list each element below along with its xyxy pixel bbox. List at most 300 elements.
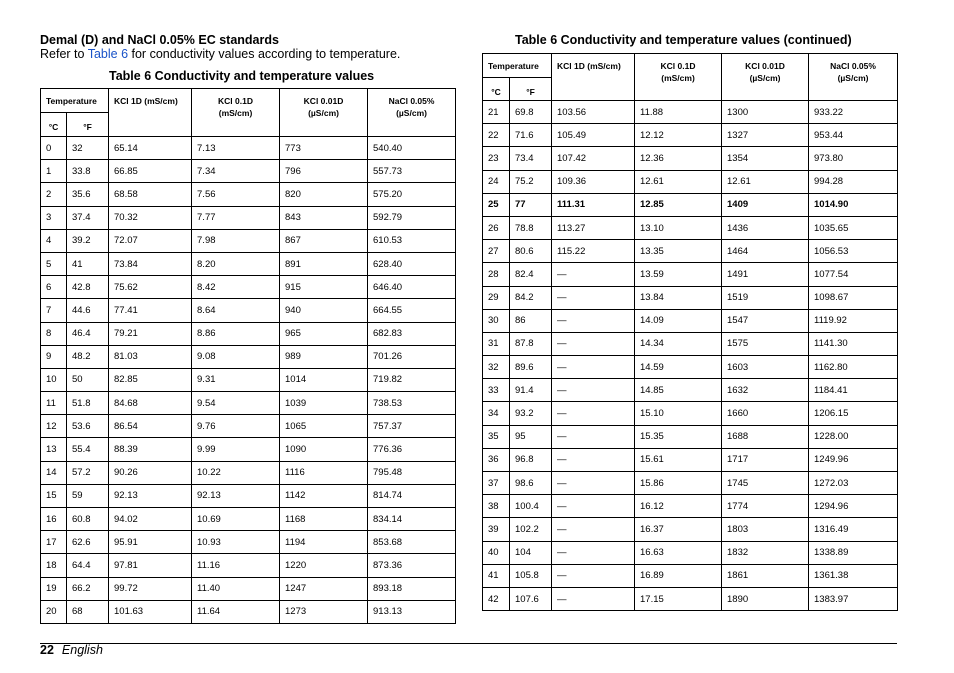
right-table-caption: Table 6 Conductivity and temperature values (continued): [515, 33, 852, 47]
table-cell: 17: [41, 531, 67, 554]
table-cell: 12.61: [722, 170, 809, 193]
table-cell: 73.84: [109, 252, 192, 275]
table-cell: 77: [510, 193, 552, 216]
table-cell: 102.2: [510, 518, 552, 541]
table-cell: 69.8: [510, 101, 552, 124]
table-cell: —: [552, 425, 635, 448]
table-cell: 75.62: [109, 276, 192, 299]
table-cell: 68.58: [109, 183, 192, 206]
table-cell: 1014: [280, 368, 368, 391]
table-cell: 1: [41, 160, 67, 183]
col-celsius: °C: [41, 113, 67, 137]
table-cell: 33: [483, 379, 510, 402]
table-cell: 39: [483, 518, 510, 541]
table-cell: 15.61: [635, 448, 722, 471]
table-row: [41, 508, 456, 531]
table-cell: 29: [483, 286, 510, 309]
table-cell: 42.8: [67, 276, 109, 299]
table-cell: 7.34: [192, 160, 280, 183]
table-cell: 1603: [722, 356, 809, 379]
table-cell: 8.64: [192, 299, 280, 322]
table-cell: 1194: [280, 531, 368, 554]
table-cell: 7.77: [192, 206, 280, 229]
col-kcl-001d-unit: (µS/cm): [749, 73, 781, 83]
table-cell: 12.12: [635, 124, 722, 147]
table-cell: 1688: [722, 425, 809, 448]
table-cell: 57.2: [67, 461, 109, 484]
table-cell: 0: [41, 137, 67, 160]
table-cell: 88.39: [109, 438, 192, 461]
table-row: [483, 379, 898, 402]
table-cell: 701.26: [368, 345, 456, 368]
table-cell: 37: [483, 472, 510, 495]
table-row: [483, 425, 898, 448]
col-nacl: [368, 89, 456, 137]
table-cell: 84.68: [109, 392, 192, 415]
table-cell: 646.40: [368, 276, 456, 299]
table-cell: 66.85: [109, 160, 192, 183]
table-cell: 14.09: [635, 309, 722, 332]
table-cell: 95.91: [109, 531, 192, 554]
table-cell: 94.02: [109, 508, 192, 531]
table-cell: 86: [510, 309, 552, 332]
col-fahrenheit: °F: [67, 113, 109, 137]
table-cell: 79.21: [109, 322, 192, 345]
table-cell: 1338.89: [809, 541, 898, 564]
table-cell: 873.36: [368, 554, 456, 577]
table-row: [41, 276, 456, 299]
table-cell: 42: [483, 587, 510, 610]
table-cell: 11: [41, 392, 67, 415]
table-cell: 44.6: [67, 299, 109, 322]
col-kcl-001d-name: KCl 0.01D: [303, 96, 344, 106]
table-cell: 30: [483, 309, 510, 332]
table-row: [41, 415, 456, 438]
table-cell: 60.8: [67, 508, 109, 531]
table-cell: 1575: [722, 332, 809, 355]
table-cell: 23: [483, 147, 510, 170]
table-cell: 933.22: [809, 101, 898, 124]
table-cell: 50: [67, 368, 109, 391]
table-cell: 41: [67, 252, 109, 275]
table-cell: 814.74: [368, 484, 456, 507]
table-row: [41, 484, 456, 507]
table-row: [483, 170, 898, 193]
table-cell: 1206.15: [809, 402, 898, 425]
table-cell: 540.40: [368, 137, 456, 160]
table-cell: 853.68: [368, 531, 456, 554]
table-cell: 575.20: [368, 183, 456, 206]
table-cell: 1162.80: [809, 356, 898, 379]
table-cell: 557.73: [368, 160, 456, 183]
table-cell: 13.35: [635, 240, 722, 263]
table-cell: —: [552, 564, 635, 587]
col-celsius: °C: [483, 78, 510, 101]
table-cell: 16.37: [635, 518, 722, 541]
table-cell: 843: [280, 206, 368, 229]
table-cell: 834.14: [368, 508, 456, 531]
table-cell: 1354: [722, 147, 809, 170]
table-cell: 77.41: [109, 299, 192, 322]
table-cell: 664.55: [368, 299, 456, 322]
table-cell: 13.10: [635, 216, 722, 239]
table-row: [41, 322, 456, 345]
table-cell: 1098.67: [809, 286, 898, 309]
col-kcl-01d: [635, 54, 722, 101]
table-row: [41, 368, 456, 391]
table-cell: 1383.97: [809, 587, 898, 610]
table-row: [483, 193, 898, 216]
table-cell: 7: [41, 299, 67, 322]
table-cell: 109.36: [552, 170, 635, 193]
table-cell: 71.6: [510, 124, 552, 147]
table-row: [41, 160, 456, 183]
table-cell: 14.34: [635, 332, 722, 355]
table-cell: 9: [41, 345, 67, 368]
table-row: [483, 564, 898, 587]
table-cell: 37.4: [67, 206, 109, 229]
table-cell: 86.54: [109, 415, 192, 438]
table-cell: 1014.90: [809, 193, 898, 216]
table-cell: 11.16: [192, 554, 280, 577]
table-cell: 55.4: [67, 438, 109, 461]
table-cell: 3: [41, 206, 67, 229]
left-table-caption: Table 6 Conductivity and temperature values: [109, 69, 375, 83]
table-cell: 48.2: [67, 345, 109, 368]
table-row: [41, 229, 456, 252]
table-cell: —: [552, 402, 635, 425]
table-row: [483, 147, 898, 170]
table-cell: 115.22: [552, 240, 635, 263]
table-row: [41, 137, 456, 160]
table-cell: 104: [510, 541, 552, 564]
table-cell: 15.10: [635, 402, 722, 425]
table-cell: 11.40: [192, 577, 280, 600]
table-cell: 10.93: [192, 531, 280, 554]
table-cell: 795.48: [368, 461, 456, 484]
table-cell: 31: [483, 332, 510, 355]
table-cell: 1890: [722, 587, 809, 610]
table-cell: 46.4: [67, 322, 109, 345]
table-cell: —: [552, 286, 635, 309]
table-row: [41, 299, 456, 322]
table-cell: 11.64: [192, 600, 280, 623]
col-kcl-001d-name: KCl 0.01D: [745, 61, 785, 71]
table-cell: 1409: [722, 193, 809, 216]
table-cell: 773: [280, 137, 368, 160]
table-cell: 107.42: [552, 147, 635, 170]
left-conductivity-table: [40, 88, 456, 624]
table-cell: 59: [67, 484, 109, 507]
col-kcl-1d: KCl 1D (mS/cm): [109, 89, 192, 137]
table-cell: 8: [41, 322, 67, 345]
table-cell: 21: [483, 101, 510, 124]
table-row: [483, 472, 898, 495]
table-cell: 1168: [280, 508, 368, 531]
table-cell: 51.8: [67, 392, 109, 415]
intro-after: for conductivity values according to temperature.: [128, 47, 401, 61]
table-cell: 1090: [280, 438, 368, 461]
table-cell: 13.84: [635, 286, 722, 309]
table-cell: 16: [41, 508, 67, 531]
col-kcl-1d: KCl 1D (mS/cm): [552, 54, 635, 101]
table-cell: 99.72: [109, 577, 192, 600]
table-cell: 15.86: [635, 472, 722, 495]
table-cell: 7.13: [192, 137, 280, 160]
table-cell: 32: [67, 137, 109, 160]
table-cell: 19: [41, 577, 67, 600]
footer-rule: [40, 643, 897, 644]
table-cell: 893.18: [368, 577, 456, 600]
table-cell: 18: [41, 554, 67, 577]
table-cell: 12.85: [635, 193, 722, 216]
table-cell: 1116: [280, 461, 368, 484]
table-cell: 867: [280, 229, 368, 252]
table-cell: 34: [483, 402, 510, 425]
table-cell: 1077.54: [809, 263, 898, 286]
table-row: [41, 554, 456, 577]
left-table-body: [41, 137, 456, 624]
page-footer: [40, 643, 103, 657]
table-row: [483, 587, 898, 610]
table-row: [483, 286, 898, 309]
table-row: [483, 216, 898, 239]
table-cell: 93.2: [510, 402, 552, 425]
table-cell: 12.36: [635, 147, 722, 170]
table-cell: 70.32: [109, 206, 192, 229]
col-temperature: Temperature: [483, 54, 552, 78]
table-cell: 62.6: [67, 531, 109, 554]
table-cell: 1803: [722, 518, 809, 541]
table-cell: 2: [41, 183, 67, 206]
col-kcl-01d-name: KCl 0.1D: [218, 96, 253, 106]
table-cell: 53.6: [67, 415, 109, 438]
table-cell: 1039: [280, 392, 368, 415]
table-cell: 12: [41, 415, 67, 438]
table-cell: 1220: [280, 554, 368, 577]
table-row: [483, 263, 898, 286]
table-cell: 915: [280, 276, 368, 299]
table-cell: 111.31: [552, 193, 635, 216]
table-cell: 72.07: [109, 229, 192, 252]
col-nacl-name: NaCl 0.05%: [830, 61, 876, 71]
table-cell: —: [552, 356, 635, 379]
table-cell: 90.26: [109, 461, 192, 484]
table-cell: 757.37: [368, 415, 456, 438]
table-6-link[interactable]: Table 6: [87, 47, 129, 61]
table-cell: 100.4: [510, 495, 552, 518]
table-cell: 940: [280, 299, 368, 322]
table-row: [483, 124, 898, 147]
col-kcl-001d-unit: (µS/cm): [308, 108, 339, 118]
table-cell: 16.63: [635, 541, 722, 564]
table-cell: 610.53: [368, 229, 456, 252]
table-cell: 16.12: [635, 495, 722, 518]
table-cell: 14.59: [635, 356, 722, 379]
table-cell: 1300: [722, 101, 809, 124]
table-cell: 1327: [722, 124, 809, 147]
table-cell: 32: [483, 356, 510, 379]
table-cell: 28: [483, 263, 510, 286]
table-cell: 80.6: [510, 240, 552, 263]
table-cell: 11.88: [635, 101, 722, 124]
table-cell: 1184.41: [809, 379, 898, 402]
table-cell: 953.44: [809, 124, 898, 147]
table-cell: 9.08: [192, 345, 280, 368]
table-cell: 9.76: [192, 415, 280, 438]
table-cell: 64.4: [67, 554, 109, 577]
table-row: [483, 309, 898, 332]
table-cell: 1491: [722, 263, 809, 286]
table-cell: 98.6: [510, 472, 552, 495]
table-row: [483, 541, 898, 564]
table-cell: 12.61: [635, 170, 722, 193]
table-cell: 81.03: [109, 345, 192, 368]
table-cell: 1717: [722, 448, 809, 471]
table-cell: 103.56: [552, 101, 635, 124]
col-kcl-01d-unit: (mS/cm): [218, 108, 253, 118]
table-cell: 1272.03: [809, 472, 898, 495]
col-kcl-01d: [192, 89, 280, 137]
col-kcl-01d-unit: (mS/cm): [661, 73, 695, 83]
table-cell: 1294.96: [809, 495, 898, 518]
table-cell: 994.28: [809, 170, 898, 193]
table-cell: 1035.65: [809, 216, 898, 239]
table-cell: 75.2: [510, 170, 552, 193]
table-cell: 776.36: [368, 438, 456, 461]
table-cell: 15: [41, 484, 67, 507]
table-cell: 5: [41, 252, 67, 275]
table-cell: 96.8: [510, 448, 552, 471]
table-row: [41, 600, 456, 623]
table-row: [41, 577, 456, 600]
table-cell: 92.13: [109, 484, 192, 507]
table-cell: 1119.92: [809, 309, 898, 332]
table-cell: —: [552, 309, 635, 332]
table-cell: 65.14: [109, 137, 192, 160]
table-row: [41, 438, 456, 461]
table-cell: 35.6: [67, 183, 109, 206]
table-cell: 82.4: [510, 263, 552, 286]
table-cell: —: [552, 495, 635, 518]
col-nacl-name: NaCl 0.05%: [388, 96, 435, 106]
table-cell: 38: [483, 495, 510, 518]
table-cell: 89.6: [510, 356, 552, 379]
table-cell: 10: [41, 368, 67, 391]
table-cell: 9.54: [192, 392, 280, 415]
table-cell: 20: [41, 600, 67, 623]
table-cell: 84.2: [510, 286, 552, 309]
table-cell: —: [552, 379, 635, 402]
table-cell: 105.8: [510, 564, 552, 587]
table-cell: 1228.00: [809, 425, 898, 448]
table-row: [483, 240, 898, 263]
table-cell: 1273: [280, 600, 368, 623]
col-nacl-unit: (µS/cm): [837, 73, 869, 83]
table-cell: —: [552, 263, 635, 286]
table-row: [41, 252, 456, 275]
table-cell: 8.42: [192, 276, 280, 299]
table-row: [41, 392, 456, 415]
table-cell: 7.98: [192, 229, 280, 252]
table-cell: —: [552, 587, 635, 610]
table-cell: 68: [67, 600, 109, 623]
footer-language: English: [61, 643, 103, 657]
table-cell: 1436: [722, 216, 809, 239]
table-row: [483, 518, 898, 541]
table-cell: 36: [483, 448, 510, 471]
table-cell: 1632: [722, 379, 809, 402]
table-cell: 101.63: [109, 600, 192, 623]
table-cell: 1519: [722, 286, 809, 309]
table-cell: 1316.49: [809, 518, 898, 541]
table-cell: 1547: [722, 309, 809, 332]
table-cell: 913.13: [368, 600, 456, 623]
section-heading: Demal (D) and NaCl 0.05% EC standards: [40, 33, 279, 47]
table-cell: 10.69: [192, 508, 280, 531]
table-row: [483, 101, 898, 124]
table-cell: 78.8: [510, 216, 552, 239]
table-cell: 10.22: [192, 461, 280, 484]
table-cell: 973.80: [809, 147, 898, 170]
table-cell: 1247: [280, 577, 368, 600]
col-nacl: [809, 54, 898, 101]
table-cell: 15.35: [635, 425, 722, 448]
table-cell: 1056.53: [809, 240, 898, 263]
table-cell: 14: [41, 461, 67, 484]
col-fahrenheit: °F: [510, 78, 552, 101]
table-cell: 1745: [722, 472, 809, 495]
table-cell: 6: [41, 276, 67, 299]
table-cell: 105.49: [552, 124, 635, 147]
table-cell: 9.99: [192, 438, 280, 461]
table-cell: —: [552, 541, 635, 564]
table-cell: 87.8: [510, 332, 552, 355]
col-temperature: Temperature: [41, 89, 109, 113]
right-conductivity-table: [482, 53, 898, 611]
table-cell: 95: [510, 425, 552, 448]
table-cell: —: [552, 518, 635, 541]
table-cell: —: [552, 448, 635, 471]
table-row: [41, 345, 456, 368]
table-row: [483, 332, 898, 355]
table-row: [41, 183, 456, 206]
table-cell: —: [552, 472, 635, 495]
table-cell: 1774: [722, 495, 809, 518]
table-cell: 82.85: [109, 368, 192, 391]
table-row: [41, 461, 456, 484]
table-cell: —: [552, 332, 635, 355]
table-cell: 40: [483, 541, 510, 564]
intro-before: Refer to: [40, 47, 88, 61]
table-cell: 26: [483, 216, 510, 239]
right-table-body: [483, 101, 898, 611]
table-cell: 13: [41, 438, 67, 461]
table-row: [483, 356, 898, 379]
table-cell: 66.2: [67, 577, 109, 600]
table-row: [483, 448, 898, 471]
table-cell: 24: [483, 170, 510, 193]
table-row: [41, 206, 456, 229]
table-cell: 1464: [722, 240, 809, 263]
table-cell: 820: [280, 183, 368, 206]
table-cell: 97.81: [109, 554, 192, 577]
table-cell: 27: [483, 240, 510, 263]
col-nacl-unit: (µS/cm): [396, 108, 427, 118]
table-cell: 989: [280, 345, 368, 368]
table-cell: 107.6: [510, 587, 552, 610]
table-cell: 17.15: [635, 587, 722, 610]
